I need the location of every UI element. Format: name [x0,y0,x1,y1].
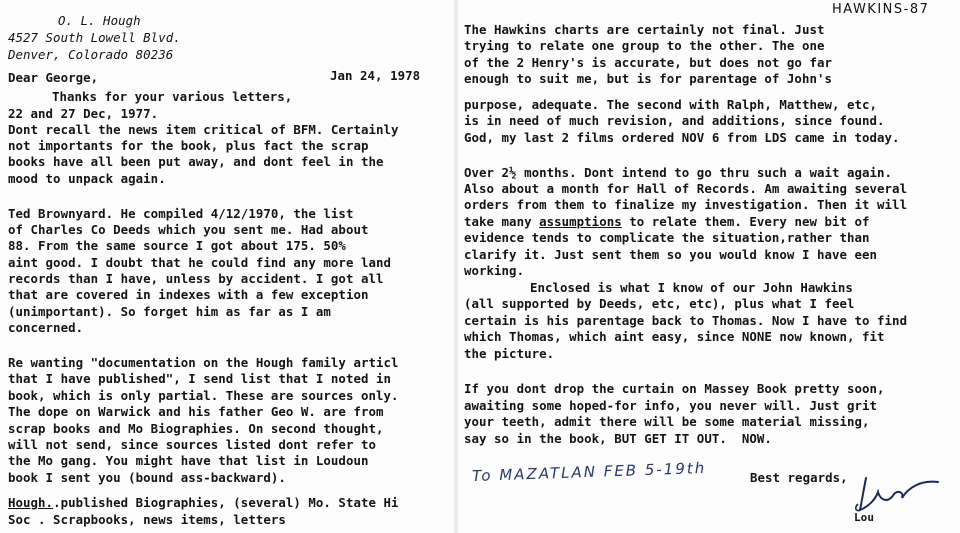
salutation: Dear George, [8,70,99,85]
body-line: orders from them to finalize my investigation. Then it will [464,197,908,212]
body-line: God, my last 2 films ordered NOV 6 from LDS came in today. [464,130,900,145]
body-line: working. [464,263,525,278]
body-line: trying to relate one group to the other. The one [464,38,825,53]
body-line: 88. From the same source I got about 175. 50% [8,238,346,253]
body-line [464,214,870,229]
body-line: the Mo gang. You might have that list in Loudoun [8,453,369,468]
return-address-name: O. L. Hough [58,13,141,28]
body-line: say so in the book, BUT GET IT OUT. NOW. [464,431,772,446]
body-line [8,495,399,510]
body-line: of Charles Co Deeds which you sent me. Had about [8,222,369,237]
body-line: of the 2 Henry's is accurate, but does not go far [464,55,832,70]
body-line: purpose, adequate. The second with Ralph, Matthew, etc, [464,97,878,112]
body-line: enough to suit me, but is for parentage of John's [464,71,832,86]
body-line: is in need of much revision, and additions, since found. [464,113,885,128]
body-line: If you dont drop the curtain on Massey Book pretty soon, [464,381,885,396]
body-line: Also about a month for Hall of Records. Am awaiting several [464,181,908,196]
underlined-word: Hough. [8,495,54,510]
underlined-word: assumptions [539,214,622,229]
return-address-city: Denver, Colorado 80236 [8,47,174,62]
body-line: Enclosed is what I know of our John Hawkins [530,280,853,295]
body-line: that are covered in indexes with a few exception [8,287,369,302]
body-line: books have all been put away, and dont feel in the [8,154,384,169]
body-line: aint good. I doubt that he could find any more land [8,255,391,270]
body-line: Soc . Scrapbooks, news items, letters [8,512,286,527]
body-line: Dont recall the news item critical of BFM. Certainly [8,122,399,137]
body-line: which Thomas, which aint easy, since NONE now known, fit [464,329,885,344]
body-line: (all supported by Deeds, etc, etc), plus what I feel [464,296,855,311]
closing: Best regards, [750,470,848,485]
body-line: Over 2½ months. Dont intend to go thru such a wait again. [464,165,893,180]
body-line: your teeth, admit there will be some material missing, [464,414,870,429]
body-line: will not send, since sources listed dont refer to [8,437,376,452]
body-line: concerned. [8,320,84,335]
body-line: certain is his parentage back to Thomas. Now I have to find [464,313,908,328]
body-line: evidence tends to complicate the situation,rather than [464,230,870,245]
letter-date: Jan 24, 1978 [330,68,421,83]
handwritten-note: To MAZATLAN FEB 5-19th [471,458,707,486]
handwritten-signature [850,470,950,518]
body-line: (unimportant). So forget him as far as I am [8,304,331,319]
typed-signature: Lou [854,511,875,524]
body-line: book, which is only partial. These are sources only. [8,388,399,403]
letter-page-right [458,0,960,533]
body-line: book I sent you (bound ass-backward). [8,470,286,485]
letter-page-left [0,0,454,533]
return-address-street: 4527 South Lowell Blvd. [8,30,181,45]
body-line: Re wanting "documentation on the Hough family articl [8,355,399,370]
body-line: not importants for the book, plus fact the scrap [8,138,369,153]
body-line: the picture. [464,346,555,361]
body-line-text: .published Biographies, (several) Mo. State Hi [53,495,399,510]
body-line: that I have published", I send list that I noted in [8,371,391,386]
body-line: 22 and 27 Dec, 1977. [8,106,159,121]
body-line: clarify it. Just sent them so you would know I have een [464,247,878,262]
body-line: awaiting some hoped-for info, you never will. Just grit [464,398,878,413]
body-line: Thanks for your various letters, [52,89,293,104]
body-line: records than I have, unless by accident. I got all [8,271,384,286]
body-line: mood to unpack again. [8,171,166,186]
body-line-text: to relate them. Every new bit of [621,214,870,229]
body-line: scrap books and Mo Biographies. On second thought, [8,421,384,436]
body-line-text: take many [464,214,540,229]
body-line: The Hawkins charts are certainly not final. Just [464,22,825,37]
body-line: The dope on Warwick and his father Geo W. are from [8,404,384,419]
handwritten-header: HAWKINS-87 [832,2,930,17]
body-line: Ted Brownyard. He compiled 4/12/1970, the list [8,206,354,221]
